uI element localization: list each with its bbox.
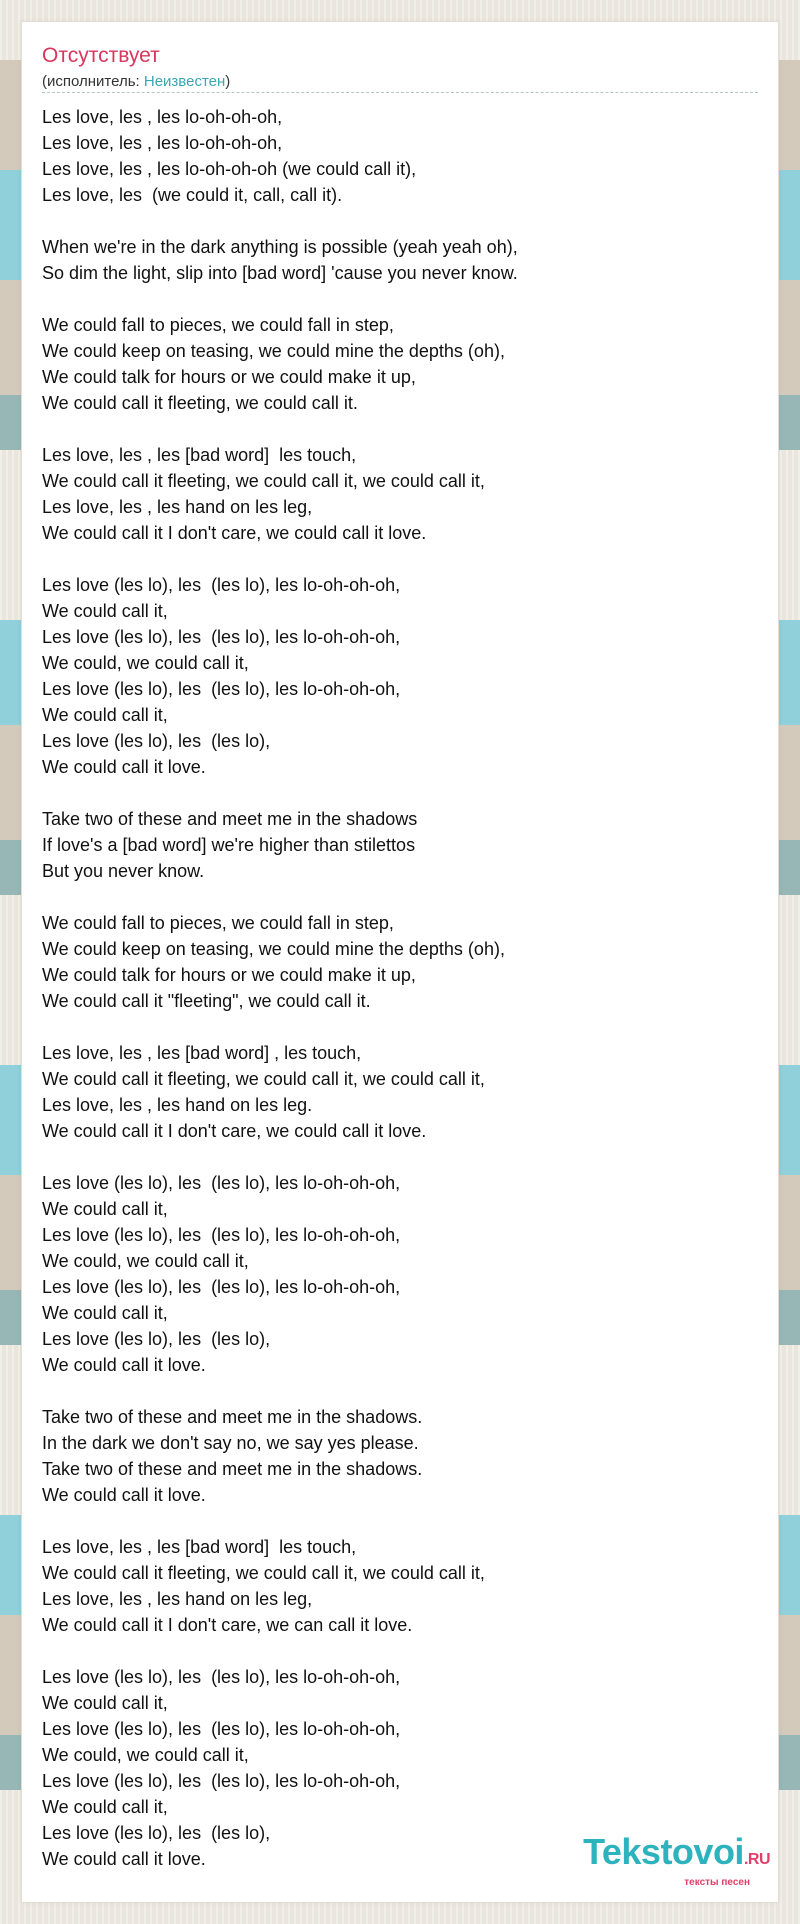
lyrics-card — [22, 22, 778, 1902]
title-divider — [42, 92, 758, 93]
artist-link[interactable]: Неизвестен — [143, 73, 226, 90]
artist-prefix: (исполнитель: — [42, 73, 144, 90]
song-title: Отсутствует — [42, 44, 160, 67]
artist-line — [42, 73, 230, 90]
logo-tld: .RU — [743, 1851, 770, 1868]
site-logo[interactable] — [583, 1831, 770, 1888]
lyrics-text: Les love, les , les lo-oh-oh-oh, Les love, les , les lo-oh-oh-oh, Les love, les , les lo-oh-oh-oh (we could call it), Les love, les (we could it, call, call it). When we're in the dark anything is possible (yeah yeah oh), So dim the light, slip into [bad word] 'cause you never know. We could fall to pieces, we could fall in step, We could keep on teasing, we could mine the depths (oh), We could talk for hours or we could make it up, We could call it fleeting, we could call it. Les love, les , les [bad word] les touch, We could call it fleeting, we could call it, we could call it, Les love, les , les hand on les leg, We could call it I don't care, we could call it love. Les love (les lo), les (les lo), les lo-oh-oh-oh, We could call it, Les love (les lo), les (les lo), les lo-oh-oh-oh, We could, we could call it, Les love (les lo), les (les lo), les lo-oh-oh-oh, We could call it, Les love (les lo), les (les lo), We could call it love. Take two of these and meet me in the shadows If love's a [bad word] we're higher than stilettos But you never know. We could fall to pieces, we could fall in step, We could keep on teasing, we could mine the depths (oh), We could talk for hours or we could make it up, We could call it "fleeting", we could call it. Les love, les , les [bad word] , les touch, We could call it fleeting, we could call it, we could call it, Les love, les , les hand on les leg. We could call it I don't care, we could call it love. Les love (les lo), les (les lo), les lo-oh-oh-oh, We could call it, Les love (les lo), les (les lo), les lo-oh-oh-oh, We could, we could call it, Les love (les lo), les (les lo), les lo-oh-oh-oh, We could call it, Les love (les lo), les (les lo), We could call it love. Take two of these and meet me in the shadows. In the dark we don't say no, we say yes please. Take two of these and meet me in the shadows. We could call it love. Les love, les , les [bad word] les touch, We could call it fleeting, we could call it, we could call it, Les love, les , les hand on les leg, We could call it I don't care, we can call it love. Les love (les lo), les (les lo), les lo-oh-oh-oh, We could call it, Les love (les lo), les (les lo), les lo-oh-oh-oh, We could, we could call it, Les love (les lo), les (les lo), les lo-oh-oh-oh, We could call it, Les love (les lo), les (les lo), We could call it love. — [42, 107, 518, 1869]
logo-tagline: тексты песен — [684, 1877, 750, 1888]
logo-wordmark — [583, 1831, 770, 1878]
logo-name: Tekstovoi — [583, 1831, 744, 1872]
artist-suffix: ) — [225, 73, 231, 90]
